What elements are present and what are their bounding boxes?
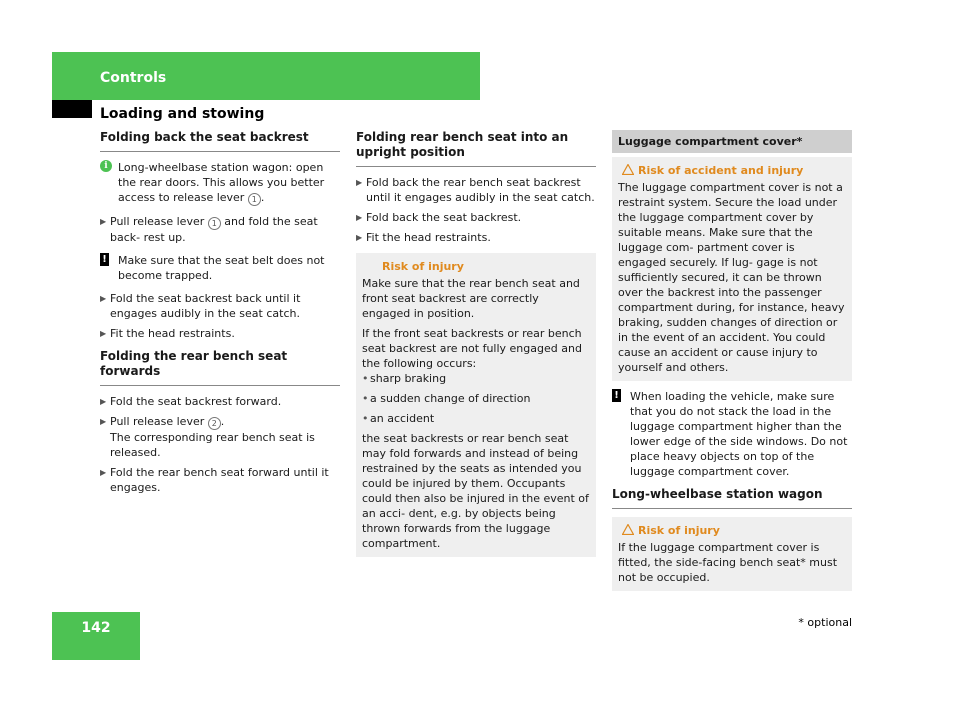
step-item: ▶ Pull release lever 2 . The corresponding rear bench seat is released. [100, 415, 315, 459]
lever-1-marker: 1 [208, 217, 221, 230]
chapter-title: Loading and stowing [100, 106, 265, 122]
step-item: ▶ Fit the head restraints. [356, 231, 491, 244]
warning-triangle-icon [622, 524, 634, 535]
exclamation-icon: ! [100, 253, 109, 266]
step-item: ▶ Fold back the seat backrest. [356, 211, 522, 224]
column-2 [356, 130, 596, 557]
exclamation-icon: ! [612, 389, 621, 402]
arrow-icon: ▶ [356, 178, 363, 187]
warning-box: Risk of injury If the luggage compartment cover is fitted, the side-facing bench seat* must not be occupied. [612, 517, 852, 591]
caution-note: ! When loading the vehicle, make sure that you do not stack the load in the luggage compartment higher than the lower edge of the side windows. Do not place heavy objects on top of the luggage compartment cover. [612, 389, 852, 479]
section-title: Controls [100, 70, 167, 86]
list-item: • sharp braking [362, 372, 447, 385]
step-item: ▶ Fold the seat backrest back until it engages audibly in the seat catch. [100, 292, 301, 320]
footnote: * optional [798, 616, 852, 629]
lever-1-marker: 1 [248, 193, 261, 206]
heading-upright: Folding rear bench seat into an upright position [356, 130, 596, 167]
step-item: ▶ Fold the rear bench seat forward until it engages. [100, 466, 329, 494]
step-item: ▶ Fit the head restraints. [100, 327, 235, 340]
column-1 [100, 130, 340, 495]
step-item: ▶ Fold back the rear bench seat backrest until it engages audibly in the seat catch. [356, 176, 595, 204]
warning-box: Risk of accident and injury The luggage compartment cover is not a restraint system. Secure the load under the luggage compartment cover by suitable means. Make sure that the luggage com- partment cover is engaged securely. If lug- gage is not sufficiently secured, it can be thrown over the backrest into the passenger compartment during, for instance, heavy braking, sudden changes of direction or in the event of an accident. You could cause an accident or cause injury to yourself and others. [612, 157, 852, 381]
list-item: • a sudden change of direction [362, 392, 531, 405]
warning-heading: Risk of accident and injury [618, 163, 846, 178]
heading-folding-back: Folding back the seat backrest [100, 130, 340, 152]
arrow-icon: ▶ [100, 397, 107, 406]
caution-note: ! Make sure that the seat belt does not become trapped. [100, 253, 340, 283]
heading-folding-forward: Folding the rear bench seat forwards [100, 349, 340, 386]
lever-2-marker: 2 [208, 417, 221, 430]
warning-box: Risk of injury Make sure that the rear bench seat and front seat backrest are correctly engaged in position. If the front seat backrests or rear bench seat backrest are not fully engaged and the following occurs: • sharp braking • a sudden change of direction • an accident the seat backrests or rear bench seat may fold forwards and instead of being restrained by the seats as intended you could be injured by them. Occupants could then also be injured in the event of an acci- dent, e.g. by objects being thrown forwards from the luggage compartment. [356, 253, 596, 557]
warning-heading: Risk of injury [618, 523, 846, 538]
arrow-icon: ▶ [100, 294, 107, 303]
info-note: i Long-wheelbase station wagon: open the rear doors. This allows you better access to release lever 1 . [100, 160, 340, 206]
step-item: ▶ Pull release lever 1 and fold the seat back- rest up. [100, 215, 318, 244]
column-3 [612, 130, 852, 591]
heading-long-wheelbase: Long-wheelbase station wagon [612, 487, 852, 509]
arrow-icon: ▶ [356, 233, 363, 242]
warning-triangle-icon [622, 164, 634, 175]
step-item: ▶ Fold the seat backrest forward. [100, 395, 282, 408]
chapter-marker [52, 100, 92, 118]
warning-heading: Risk of injury [362, 259, 590, 274]
arrow-icon: ▶ [100, 417, 107, 426]
page-number: 142 [81, 620, 111, 636]
arrow-icon: ▶ [100, 468, 107, 477]
luggage-cover-heading: Luggage compartment cover* [612, 130, 852, 153]
info-icon: i [100, 160, 112, 172]
arrow-icon: ▶ [100, 217, 107, 226]
arrow-icon: ▶ [356, 213, 363, 222]
arrow-icon: ▶ [100, 329, 107, 338]
list-item: • an accident [362, 412, 435, 425]
